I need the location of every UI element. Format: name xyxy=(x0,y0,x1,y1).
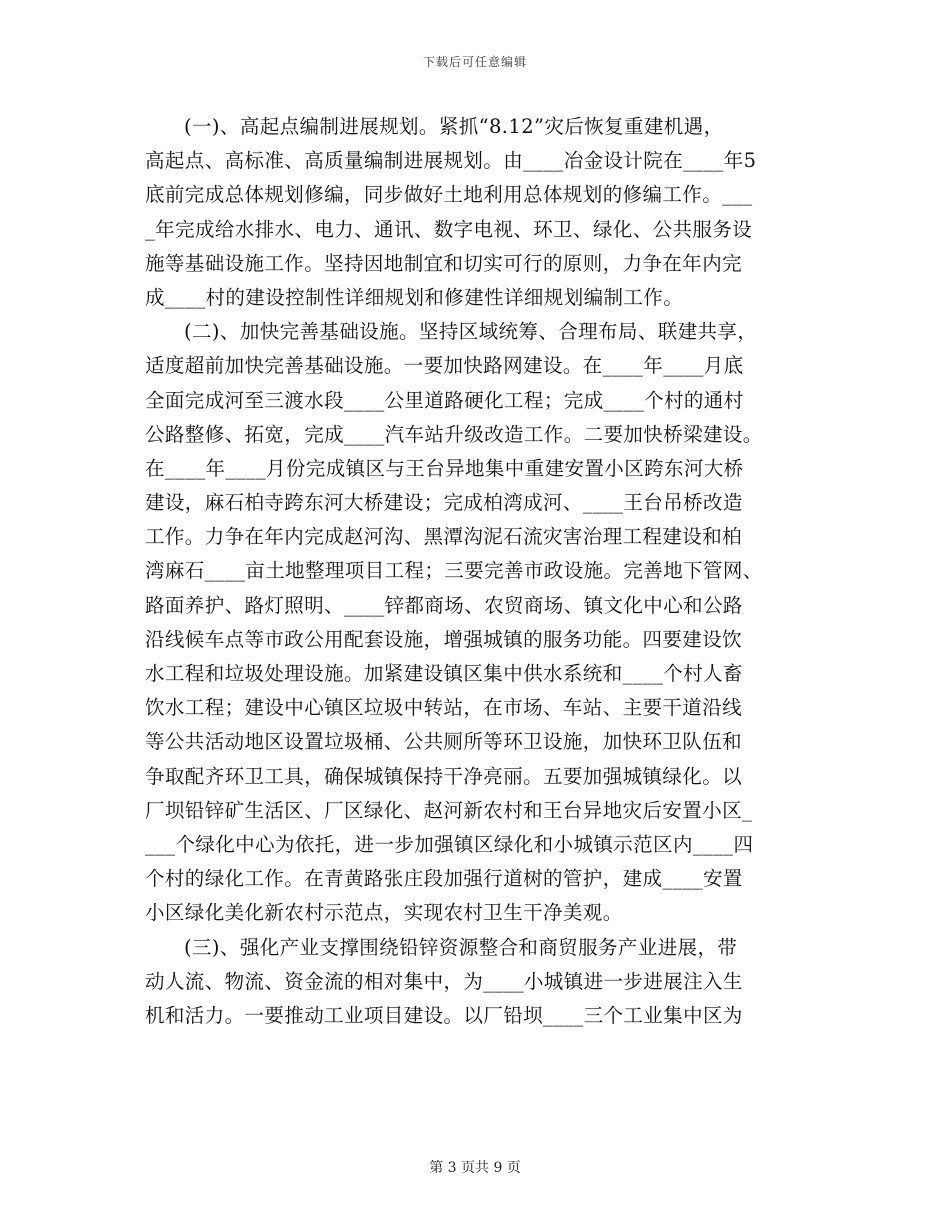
text-line: 在____年____月份完成镇区与王台异地集中重建安置小区跨东河大桥 xyxy=(145,456,744,480)
text-line: 全面完成河至三渡水段____公里道路硬化工程；完成____个村的通村 xyxy=(145,388,744,412)
text-line: 饮水工程；建设中心镇区垃圾中转站，在市场、车站、主要干道沿线 xyxy=(145,696,743,720)
text-line: 湾麻石____亩土地整理项目工程；三要完善市政设施。完善地下管网、 xyxy=(145,559,763,583)
text-line: 施等基础设施工作。坚持因地制宜和切实可行的原则，力争在年内完 xyxy=(145,251,743,275)
text-line: 高起点、高标准、高质量编制进展规划。由____冶金设计院在____年5 xyxy=(145,149,757,173)
text-line: 工作。力争在年内完成赵河沟、黑潭沟泥石流灾害治理工程建设和柏 xyxy=(145,525,743,549)
page-header-note: 下载后可任意编辑 xyxy=(422,55,527,69)
text-line: 个村的绿化工作。在青黄路张庄段加强行道树的管护，建成____安置 xyxy=(145,867,743,891)
paragraph-3 xyxy=(145,931,810,1034)
text-line: 动人流、物流、资金流的相对集中，为____小城镇进一步进展注入生 xyxy=(145,969,743,993)
paragraph-2 xyxy=(145,315,810,930)
text-line: (一)、高起点编制进展规划。紧抓“8.12”灾后恢复重建机遇， xyxy=(184,115,724,138)
text-line: 机和活力。一要推动工业项目建设。以厂铅坝____三个工业集中区为 xyxy=(145,1003,743,1027)
text-line: 适度超前加快完善基础设施。一要加快路网建设。在____年____月底 xyxy=(145,354,744,378)
text-line: 沿线候车点等市政公用配套设施，增强城镇的服务功能。四要建设饮 xyxy=(145,627,743,651)
text-line: ___个绿化中心为依托，进一步加强镇区绿化和小城镇示范区内____四 xyxy=(145,832,754,856)
text-line: 成____村的建设控制性详细规划和修建性详细规划编制工作。 xyxy=(145,285,684,309)
text-line: 等公共活动地区设置垃圾桶、公共厕所等环卫设施，加快环卫队伍和 xyxy=(145,730,743,754)
document-body xyxy=(145,110,810,1033)
text-line: 底前完成总体规划修编，同步做好土地利用总体规划的修编工作。___ xyxy=(145,183,753,207)
text-line: (三)、强化产业支撑围绕铅锌资源整合和商贸服务产业进展，带 xyxy=(184,935,738,959)
paragraph-1 xyxy=(145,110,810,315)
text-line: 路面养护、路灯照明、____锌都商场、农贸商场、镇文化中心和公路 xyxy=(145,593,743,617)
text-line: 厂坝铅锌矿生活区、厂区绿化、赵河新农村和王台异地灾后安置小区_ xyxy=(145,798,753,822)
text-line: 小区绿化美化新农村示范点，实现农村卫生干净美观。 xyxy=(145,901,623,925)
text-line: _年完成给水排水、电力、通讯、数字电视、环卫、绿化、公共服务设 xyxy=(145,217,753,241)
text-line: 公路整修、拓宽，完成____汽车站升级改造工作。二要加快桥梁建设。 xyxy=(145,422,763,446)
text-line: (二)、加快完善基础设施。坚持区域统筹、合理布局、联建共享， xyxy=(184,320,758,344)
text-line: 建设，麻石柏寺跨东河大桥建设；完成柏湾成河、____王台吊桥改造 xyxy=(145,491,743,515)
text-line: 争取配齐环卫工具，确保城镇保持干净亮丽。五要加强城镇绿化。以 xyxy=(145,764,743,788)
text-line: 水工程和垃圾处理设施。加紧建设镇区集中供水系统和____个村人畜 xyxy=(145,662,743,685)
page-number: 第 3 页共 9 页 xyxy=(429,1160,521,1176)
